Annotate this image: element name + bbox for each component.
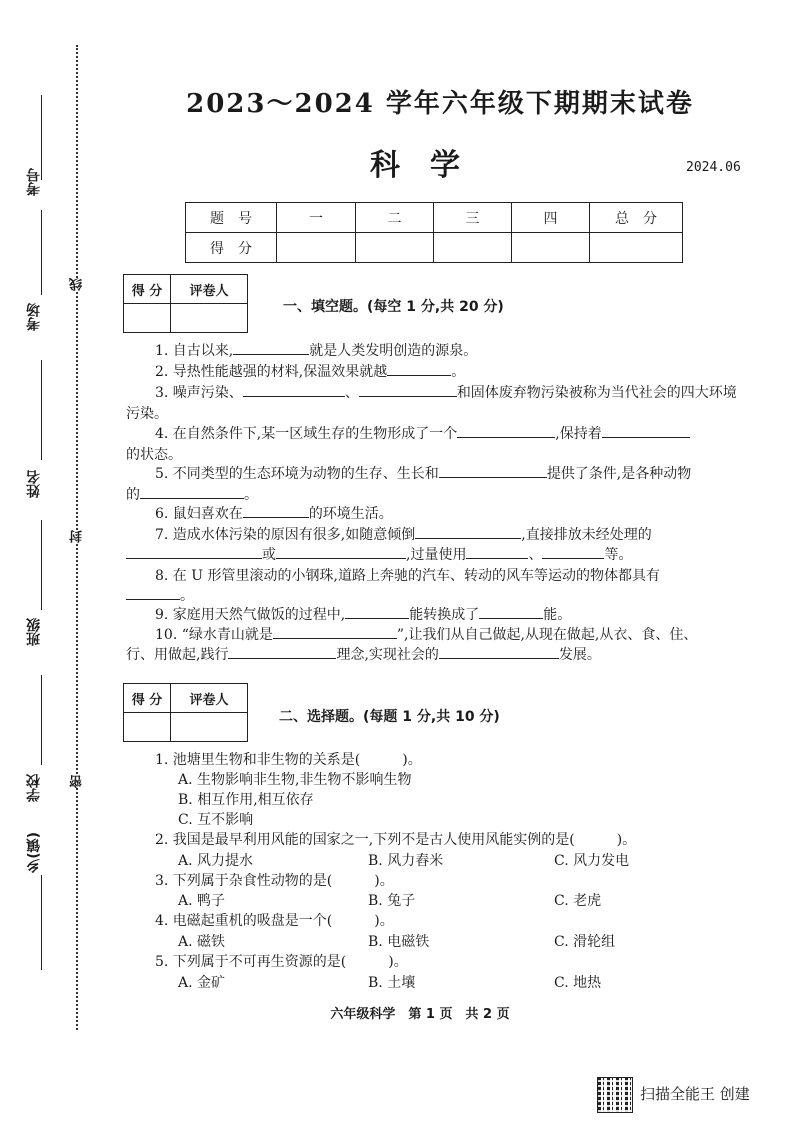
fill-question-1: 1. 自古以来, 就是人类发明创造的源泉。 (155, 340, 477, 360)
answer-blank[interactable] (126, 585, 180, 600)
choice-option[interactable]: A. 金矿 (178, 975, 226, 991)
choice-option[interactable]: B. 风力舂米 (368, 853, 444, 869)
score-cell-4[interactable] (512, 233, 590, 263)
score-cell-2[interactable] (356, 233, 434, 263)
grader-score-label: 得 分 (124, 684, 171, 713)
answer-blank[interactable] (243, 382, 345, 397)
answer-blank[interactable] (415, 524, 521, 539)
exam-number-label: 考号 (26, 168, 42, 196)
grader-score-cell[interactable] (124, 713, 171, 742)
fill-question-7: 7. 造成水体污染的原因有很多,如随意倾倒 ,直接排放未经处理的 (155, 524, 652, 544)
choice-option[interactable]: C. 风力发电 (554, 853, 630, 869)
fill-question-6: 6. 鼠妇喜欢在 的环境生活。 (155, 503, 393, 523)
scanner-watermark: 扫描全能王 创建 (640, 1085, 750, 1103)
answer-blank[interactable] (542, 544, 604, 559)
grader-box-2 (123, 683, 248, 742)
choice-option[interactable]: C. 滑轮组 (554, 934, 616, 950)
fill-question-10-cont: 行、用做起,践行 理念,实现社会的 发展。 (126, 644, 601, 664)
page-footer: 六年级科学 第 1 页 共 2 页 (330, 1007, 510, 1022)
score-table-cell: 总 分 (590, 203, 683, 233)
seal-line-label: 线 (70, 278, 85, 291)
answer-blank[interactable] (233, 340, 309, 355)
town-line (41, 875, 42, 970)
fill-question-4-cont: 的状态。 (126, 447, 182, 463)
grader-score-label: 得 分 (124, 275, 171, 304)
answer-blank[interactable] (243, 503, 309, 518)
fill-question-3: 3. 噪声污染、 、 和固体废弃物污染被称为当代社会的四大环境 (155, 382, 737, 402)
fill-question-10: 10. “绿水青山就是 ”,让我们从自己做起,从现在做起,从衣、食、住、 (155, 624, 697, 644)
answer-blank[interactable] (457, 423, 555, 438)
answer-blank[interactable] (439, 463, 547, 478)
fill-question-7-cont: 或 ,过量使用 、 等。 (126, 544, 632, 564)
choice-question-4: 4. 电磁起重机的吸盘是一个( )。 (155, 913, 394, 929)
fill-question-9: 9. 家庭用天然气做饭的过程中, 能转换成了 能。 (155, 604, 571, 624)
grader-name-cell[interactable] (171, 713, 248, 742)
seal-secret-label: 密 (70, 775, 85, 788)
choice-option[interactable]: C. 老虎 (554, 893, 602, 909)
score-table-cell: 得 分 (186, 233, 277, 263)
fill-question-2: 2. 导热性能越强的材料,保温效果就越 。 (155, 361, 465, 381)
score-table-cell: 三 (434, 203, 512, 233)
score-table-cell: 一 (277, 203, 356, 233)
choice-option[interactable]: A. 磁铁 (178, 934, 226, 950)
grader-box-1 (123, 274, 248, 333)
fill-question-5-cont: 的 。 (126, 484, 258, 504)
exam-date: 2024.06 (686, 160, 741, 175)
fill-question-8-cont: 。 (126, 585, 194, 605)
answer-blank[interactable] (345, 604, 409, 619)
class-label: 班级 (26, 618, 42, 646)
section-1-heading: 一、填空题。(每空 1 分,共 20 分) (283, 299, 504, 315)
score-table-cell: 二 (356, 203, 434, 233)
choice-option[interactable]: A. 鸭子 (178, 893, 226, 909)
answer-blank[interactable] (387, 361, 451, 376)
choice-option[interactable]: B. 相互作用,相互依存 (178, 792, 314, 808)
class-line (41, 520, 42, 610)
town-label: 乡(镇) (26, 832, 42, 873)
choice-option[interactable]: B. 土壤 (368, 975, 416, 991)
choice-question-5: 5. 下列属于不可再生资源的是( )。 (155, 954, 408, 970)
answer-blank[interactable] (359, 382, 457, 397)
score-table-header-row (186, 203, 683, 233)
choice-option[interactable]: A. 风力提水 (178, 853, 254, 869)
answer-blank[interactable] (126, 544, 262, 559)
grader-name-cell[interactable] (171, 304, 248, 333)
answer-blank[interactable] (140, 484, 244, 499)
score-table-cell: 四 (512, 203, 590, 233)
subject-title: 科学 (370, 148, 490, 183)
school-label: 学校 (26, 774, 42, 802)
exam-room-line (41, 210, 42, 295)
score-table-cell: 题 号 (186, 203, 277, 233)
grader-name-label: 评卷人 (171, 684, 248, 713)
choice-option[interactable]: C. 地热 (554, 975, 602, 991)
seal-label: 封 (70, 530, 85, 543)
score-cell-1[interactable] (277, 233, 356, 263)
fill-question-8: 8. 在 U 形管里滚动的小钢珠,道路上奔驰的汽车、转动的风车等运动的物体都具有 (155, 568, 660, 584)
score-cell-3[interactable] (434, 233, 512, 263)
score-table (185, 202, 683, 263)
score-cell-total[interactable] (590, 233, 683, 263)
fill-question-4: 4. 在自然条件下,某一区域生存的生物形成了一个 ,保持着 (155, 423, 690, 443)
fill-question-3-cont: 污染。 (126, 406, 168, 422)
school-line (41, 675, 42, 765)
choice-question-1: 1. 池塘里生物和非生物的关系是( )。 (155, 752, 422, 768)
choice-option[interactable]: B. 兔子 (368, 893, 416, 909)
name-line (41, 360, 42, 460)
grader-score-cell[interactable] (124, 304, 171, 333)
choice-option[interactable]: C. 互不影响 (178, 812, 254, 828)
choice-option[interactable]: B. 电磁铁 (368, 934, 430, 950)
answer-blank[interactable] (273, 624, 397, 639)
qr-code-icon (597, 1077, 633, 1113)
grader-name-label: 评卷人 (171, 275, 248, 304)
answer-blank[interactable] (479, 604, 543, 619)
answer-blank[interactable] (276, 544, 406, 559)
exam-title: 2023～2024 学年六年级下期期末试卷 (186, 89, 694, 119)
answer-blank[interactable] (228, 644, 336, 659)
answer-blank[interactable] (466, 544, 528, 559)
choice-question-3: 3. 下列属于杂食性动物的是( )。 (155, 873, 394, 889)
answer-blank[interactable] (602, 423, 690, 438)
fill-question-5: 5. 不同类型的生态环境为动物的生存、生长和 提供了条件,是各种动物 (155, 463, 691, 483)
name-label: 姓名 (26, 470, 42, 498)
choice-question-2: 2. 我国是最早利用风能的国家之一,下列不是古人使用风能实例的是( )。 (155, 832, 637, 848)
exam-room-label: 考场 (26, 303, 42, 331)
answer-blank[interactable] (439, 644, 559, 659)
score-table-score-row (186, 233, 683, 263)
section-2-heading: 二、选择题。(每题 1 分,共 10 分) (279, 709, 500, 725)
choice-option[interactable]: A. 生物影响非生物,非生物不影响生物 (178, 772, 412, 788)
